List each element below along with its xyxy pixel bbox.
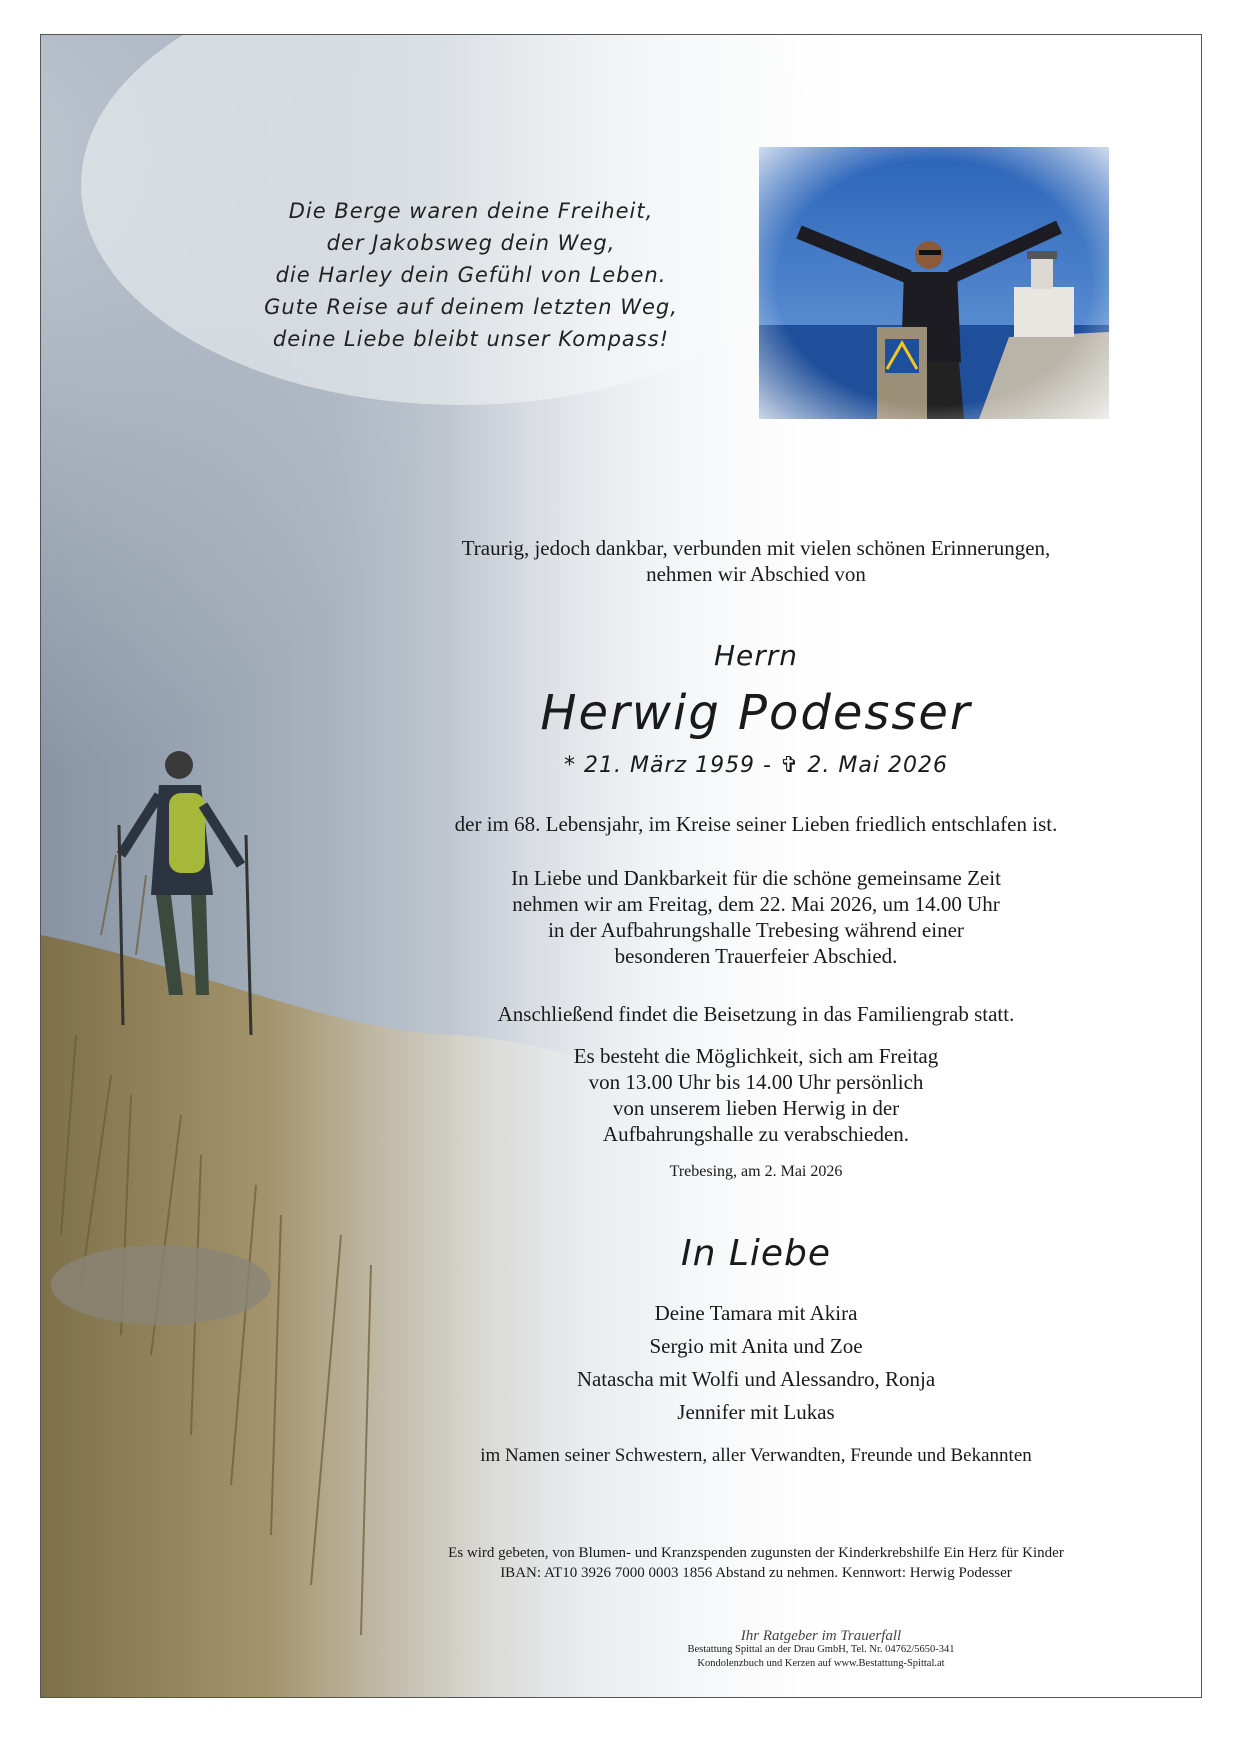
salutation: Herrn	[713, 639, 799, 672]
ceremony-text	[371, 865, 1141, 969]
donation-line: Es wird gebeten, von Blumen- und Kranzspenden zugunsten der Kinderkrebshilfe Ein Herz für Kinder	[448, 1545, 1064, 1561]
intro-line: nehmen wir Abschied von	[646, 562, 866, 586]
ceremony-line: besonderen Trauerfeier Abschied.	[614, 944, 898, 968]
intro-line: Traurig, jedoch dankbar, verbunden mit vielen schönen Erinnerungen,	[461, 536, 1051, 560]
quote-line: Gute Reise auf deinem letzten Weg,	[264, 295, 678, 319]
passing-statement: der im 68. Lebensjahr, im Kreise seiner Lieben friedlich entschlafen ist.	[454, 812, 1058, 836]
quote-line: der Jakobsweg dein Weg,	[326, 231, 616, 255]
deceased-name: Herwig Podesser	[540, 685, 972, 741]
donation-request	[371, 1543, 1141, 1583]
viewing-line: von 13.00 Uhr bis 14.00 Uhr persönlich	[588, 1070, 924, 1094]
footer-tagline: Ihr Ratgeber im Trauerfall	[740, 1628, 902, 1644]
ceremony-line: nehmen wir am Freitag, dem 22. Mai 2026, um 14.00 Uhr	[512, 892, 1000, 916]
ceremony-line: in der Aufbahrungshalle Trebesing während einer	[548, 918, 964, 942]
quote-line: die Harley dein Gefühl von Leben.	[275, 263, 667, 287]
mourner-name: Deine Tamara mit Akira	[654, 1301, 858, 1325]
footer-company: Bestattung Spittal an der Drau GmbH, Tel. Nr. 04762/5650-341	[687, 1644, 955, 1655]
funeral-home-footer	[571, 1629, 1071, 1671]
viewing-line: Aufbahrungshalle zu verabschieden.	[602, 1122, 910, 1146]
life-dates: * 21. März 1959 - ✞ 2. Mai 2026	[564, 753, 948, 778]
mourner-name: Natascha mit Wolfi und Alessandro, Ronja	[576, 1367, 936, 1391]
intro-text	[371, 535, 1141, 587]
quote-line: deine Liebe bleibt unser Kompass!	[272, 327, 670, 351]
mourner-name: Jennifer mit Lukas	[677, 1400, 835, 1424]
on-behalf-text: im Namen seiner Schwestern, aller Verwandten, Freunde und Bekannten	[480, 1445, 1032, 1466]
ceremony-line: In Liebe und Dankbarkeit für die schöne gemeinsame Zeit	[511, 866, 1001, 890]
burial-text: Anschließend findet die Beisetzung in das Familiengrab statt.	[497, 1002, 1015, 1026]
portrait-photo	[759, 147, 1109, 419]
donation-line: IBAN: AT10 3926 7000 0003 1856 Abstand zu nehmen. Kennwort: Herwig Podesser	[500, 1565, 1012, 1581]
viewing-text	[371, 1043, 1141, 1147]
mourners-title: In Liebe	[680, 1233, 832, 1274]
viewing-line: von unserem lieben Herwig in der	[612, 1096, 900, 1120]
viewing-line: Es besteht die Möglichkeit, sich am Freitag	[573, 1044, 939, 1068]
memorial-quote	[246, 195, 696, 355]
place-date: Trebesing, am 2. Mai 2026	[669, 1163, 843, 1180]
quote-line: Die Berge waren deine Freiheit,	[288, 199, 654, 223]
mourner-name: Sergio mit Anita und Zoe	[649, 1334, 863, 1358]
footer-web: Kondolenzbuch und Kerzen auf www.Bestattung-Spittal.at	[697, 1658, 945, 1669]
mourners-list	[371, 1297, 1141, 1429]
obituary-frame	[40, 34, 1202, 1698]
